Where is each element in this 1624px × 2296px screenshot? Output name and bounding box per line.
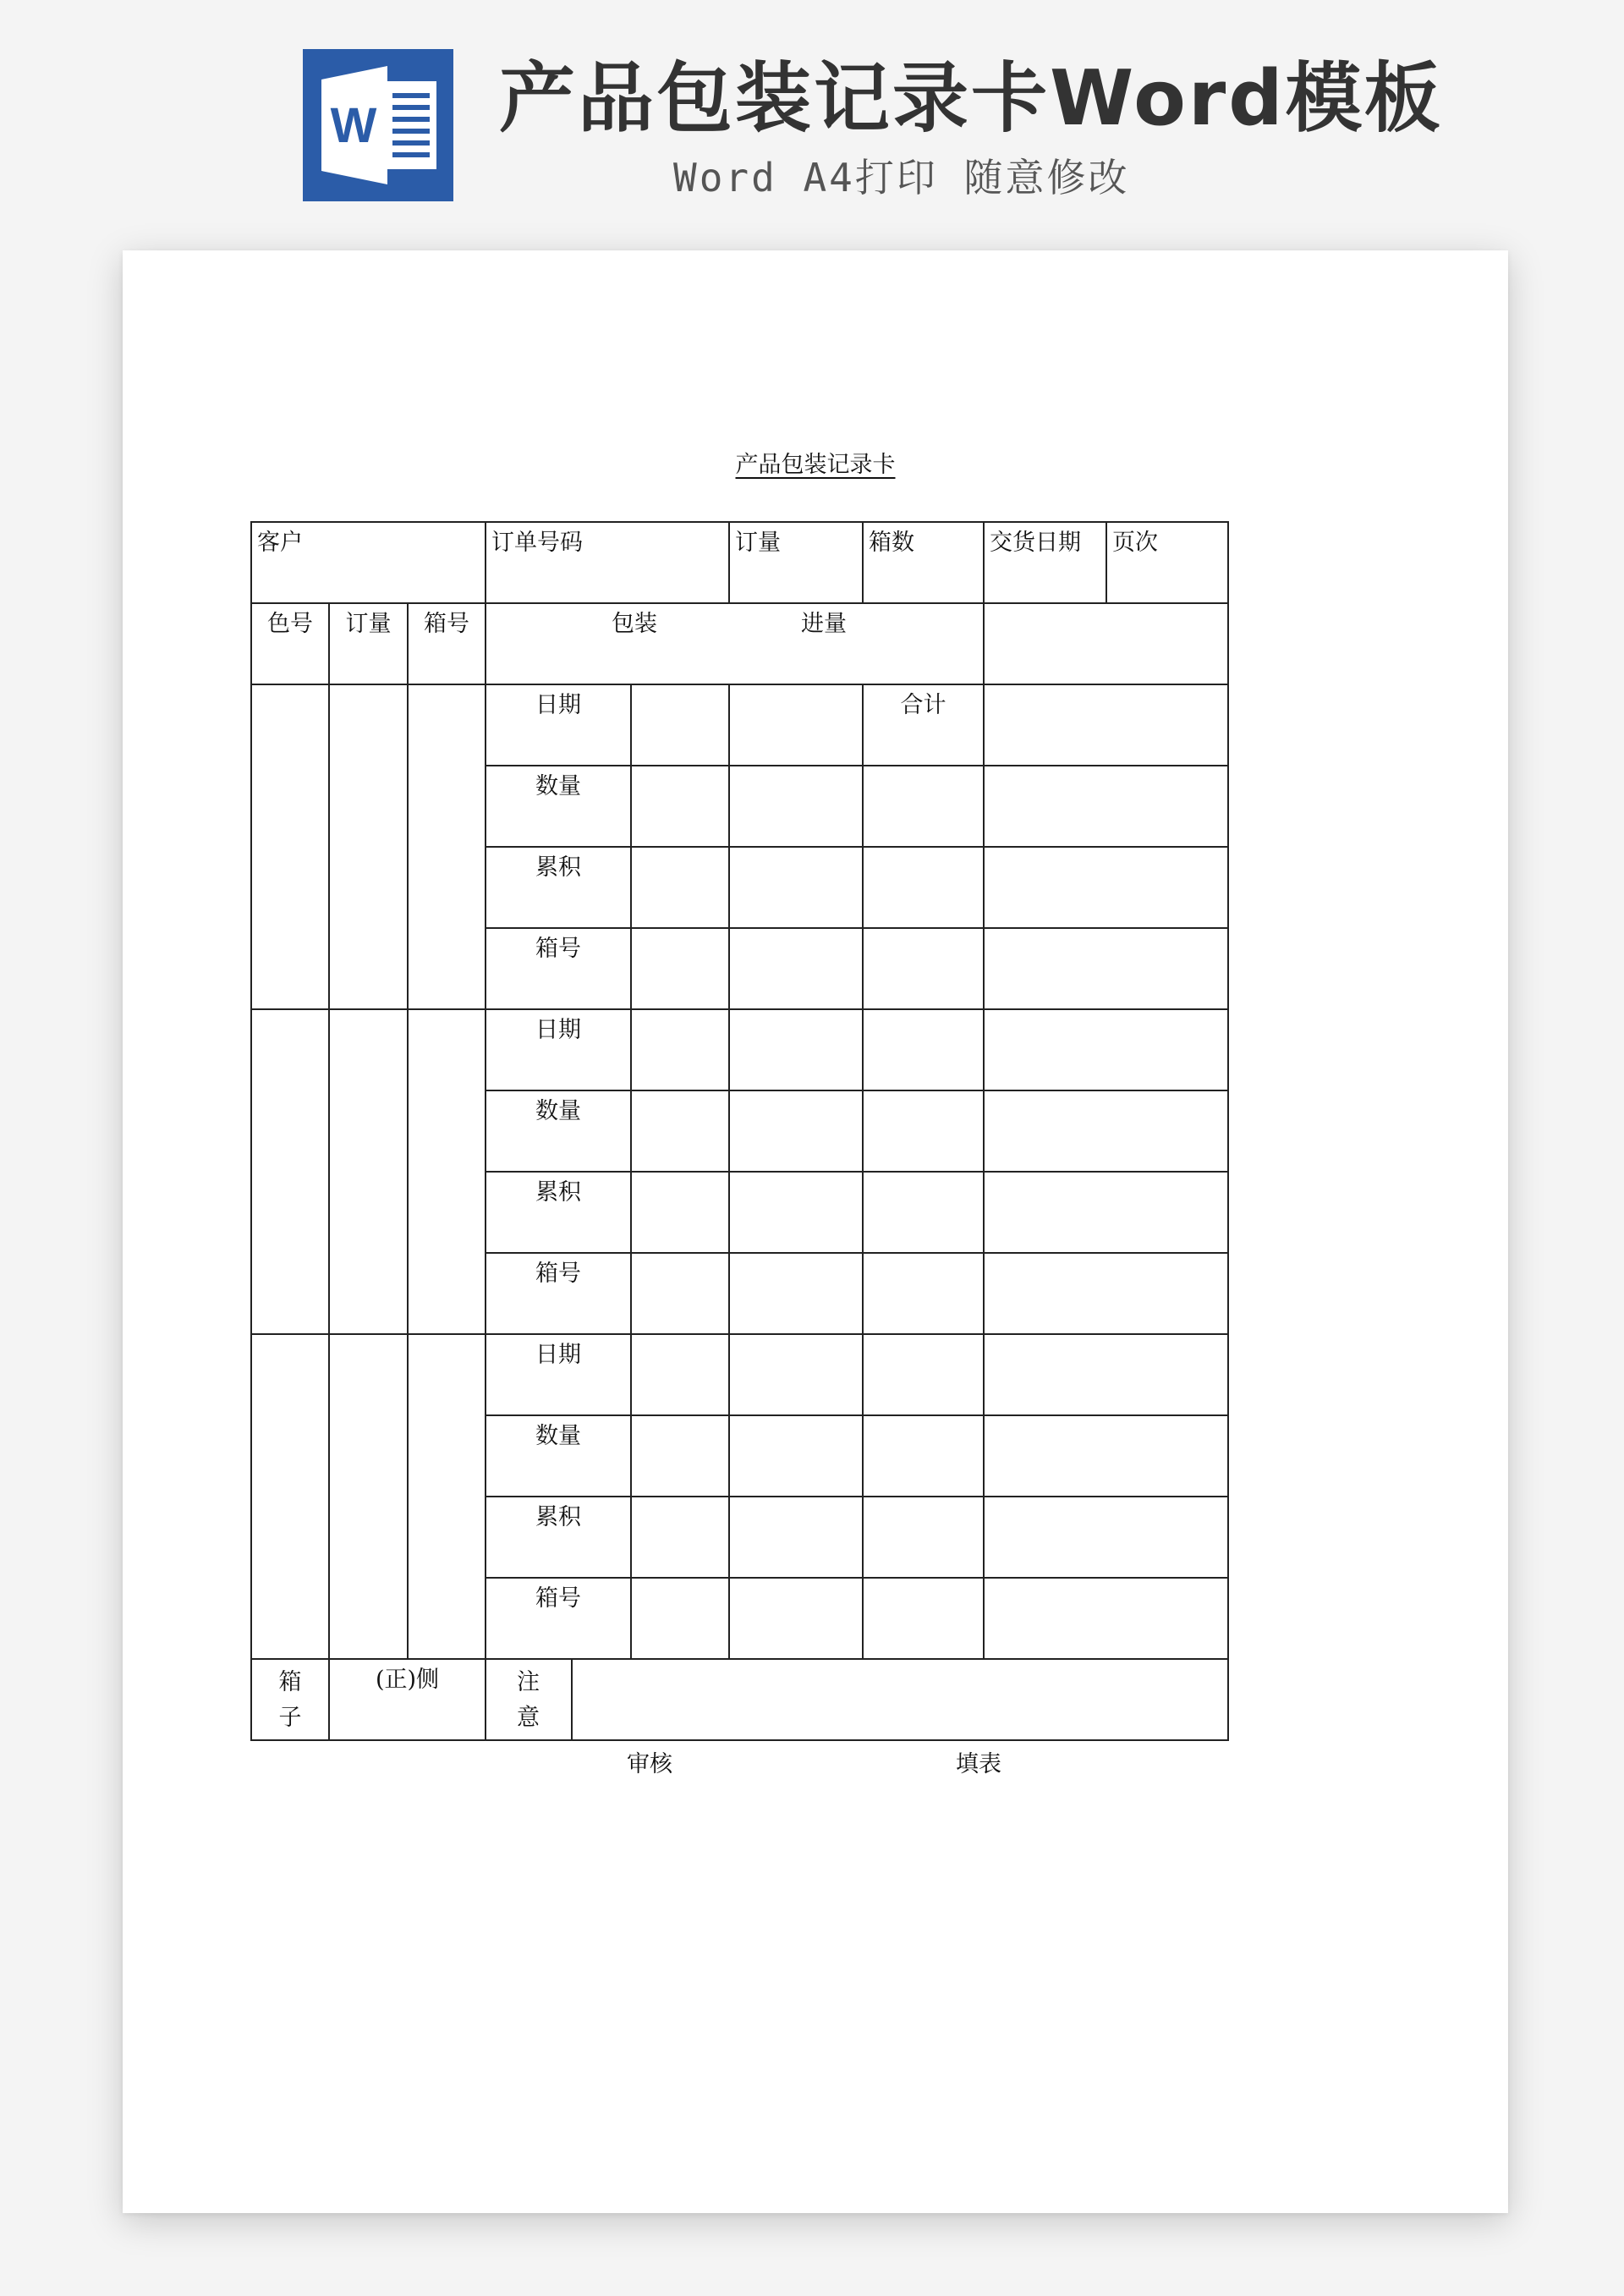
review-label: 审核 bbox=[627, 1751, 672, 1777]
entry-cell[interactable] bbox=[863, 1172, 984, 1253]
entry-cell[interactable] bbox=[631, 847, 729, 928]
row-label-date: 日期 bbox=[486, 1334, 631, 1415]
entry-cell[interactable] bbox=[729, 684, 863, 766]
entry-cell[interactable] bbox=[984, 1090, 1228, 1172]
entry-cell[interactable] bbox=[863, 766, 984, 847]
row-label-box-no: 箱号 bbox=[486, 1253, 631, 1334]
entry-cell[interactable] bbox=[729, 1009, 863, 1090]
page-label[interactable]: 页次 bbox=[1106, 522, 1228, 603]
box-no-cell[interactable] bbox=[408, 1334, 486, 1659]
entry-cell[interactable] bbox=[631, 1334, 729, 1415]
side-label: (正)侧 bbox=[329, 1659, 486, 1740]
total-label: 合计 bbox=[863, 684, 984, 766]
row-label-date: 日期 bbox=[486, 684, 631, 766]
entry-cell[interactable] bbox=[863, 928, 984, 1009]
entry-cell[interactable] bbox=[729, 1578, 863, 1659]
entry-cell[interactable] bbox=[863, 1578, 984, 1659]
word-logo-icon bbox=[303, 49, 453, 201]
entry-cell[interactable] bbox=[631, 1009, 729, 1090]
row-label-date: 日期 bbox=[486, 1009, 631, 1090]
entry-cell[interactable] bbox=[863, 1090, 984, 1172]
row-label-quantity: 数量 bbox=[486, 1415, 631, 1497]
order-qty-cell[interactable] bbox=[329, 1009, 408, 1334]
box-label: 箱 子 bbox=[251, 1659, 329, 1740]
note-field[interactable] bbox=[572, 1659, 1228, 1740]
empty-cell[interactable] bbox=[984, 603, 1228, 684]
order-qty-cell[interactable] bbox=[329, 1334, 408, 1659]
entry-cell[interactable] bbox=[984, 684, 1228, 766]
banner-title: 产品包装记录卡Word模板 bbox=[499, 54, 1443, 143]
entry-cell[interactable] bbox=[729, 1334, 863, 1415]
row-label-quantity: 数量 bbox=[486, 766, 631, 847]
color-no-cell[interactable] bbox=[251, 1334, 329, 1659]
row-label-box-no: 箱号 bbox=[486, 1578, 631, 1659]
document-page bbox=[123, 250, 1508, 2213]
entry-cell[interactable] bbox=[631, 684, 729, 766]
entry-cell[interactable] bbox=[631, 928, 729, 1009]
entry-cell[interactable] bbox=[729, 1415, 863, 1497]
fill-form-label: 填表 bbox=[956, 1751, 1001, 1777]
order-qty-header: 订量 bbox=[329, 603, 408, 684]
entry-cell[interactable] bbox=[984, 1415, 1228, 1497]
entry-cell[interactable] bbox=[729, 1253, 863, 1334]
note-label: 注 意 bbox=[486, 1659, 572, 1740]
banner-subtitle: Word A4打印 随意修改 bbox=[673, 155, 1130, 200]
row-label-cumulative: 累积 bbox=[486, 1497, 631, 1578]
entry-cell[interactable] bbox=[729, 928, 863, 1009]
entry-cell[interactable] bbox=[729, 1090, 863, 1172]
entry-cell[interactable] bbox=[729, 1172, 863, 1253]
footer-row bbox=[251, 1659, 1228, 1740]
box-no-header: 箱号 bbox=[408, 603, 486, 684]
box-no-cell[interactable] bbox=[408, 1009, 486, 1334]
entry-cell[interactable] bbox=[863, 1253, 984, 1334]
svg-text:W: W bbox=[330, 98, 377, 153]
row-label-cumulative: 累积 bbox=[486, 1172, 631, 1253]
entry-cell[interactable] bbox=[631, 1172, 729, 1253]
entry-cell[interactable] bbox=[863, 1497, 984, 1578]
entry-cell[interactable] bbox=[631, 1090, 729, 1172]
entry-cell[interactable] bbox=[863, 1009, 984, 1090]
packing-record-table bbox=[250, 521, 1229, 1741]
entry-cell[interactable] bbox=[984, 766, 1228, 847]
box-count-label[interactable]: 箱数 bbox=[863, 522, 984, 603]
row-label-cumulative: 累积 bbox=[486, 847, 631, 928]
entry-cell[interactable] bbox=[984, 1497, 1228, 1578]
entry-cell[interactable] bbox=[984, 1172, 1228, 1253]
table-row bbox=[251, 1009, 1228, 1090]
entry-cell[interactable] bbox=[631, 1578, 729, 1659]
entry-cell[interactable] bbox=[863, 1334, 984, 1415]
color-no-header: 色号 bbox=[251, 603, 329, 684]
order-qty-label[interactable]: 订量 bbox=[729, 522, 863, 603]
table-row bbox=[251, 684, 1228, 766]
entry-cell[interactable] bbox=[984, 928, 1228, 1009]
entry-cell[interactable] bbox=[863, 847, 984, 928]
entry-cell[interactable] bbox=[984, 847, 1228, 928]
entry-cell[interactable] bbox=[631, 766, 729, 847]
order-qty-cell[interactable] bbox=[329, 684, 408, 1009]
box-no-cell[interactable] bbox=[408, 684, 486, 1009]
row-label-box-no: 箱号 bbox=[486, 928, 631, 1009]
entry-cell[interactable] bbox=[984, 1578, 1228, 1659]
entry-cell[interactable] bbox=[863, 1415, 984, 1497]
entry-cell[interactable] bbox=[984, 1253, 1228, 1334]
packing-progress-header bbox=[486, 603, 984, 684]
row-label-quantity: 数量 bbox=[486, 1090, 631, 1172]
entry-cell[interactable] bbox=[631, 1415, 729, 1497]
customer-label[interactable]: 客户 bbox=[251, 522, 486, 603]
document-title: 产品包装记录卡 bbox=[735, 452, 896, 478]
entry-cell[interactable] bbox=[729, 766, 863, 847]
column-header-row bbox=[251, 603, 1228, 684]
entry-cell[interactable] bbox=[729, 1497, 863, 1578]
table-row bbox=[251, 1334, 1228, 1415]
order-number-label[interactable]: 订单号码 bbox=[486, 522, 729, 603]
entry-cell[interactable] bbox=[984, 1334, 1228, 1415]
progress-label: 进量 bbox=[801, 611, 847, 637]
entry-cell[interactable] bbox=[631, 1253, 729, 1334]
header-row bbox=[251, 522, 1228, 603]
packing-label: 包装 bbox=[612, 611, 657, 637]
entry-cell[interactable] bbox=[984, 1009, 1228, 1090]
color-no-cell[interactable] bbox=[251, 1009, 329, 1334]
entry-cell[interactable] bbox=[631, 1497, 729, 1578]
color-no-cell[interactable] bbox=[251, 684, 329, 1009]
entry-cell[interactable] bbox=[729, 847, 863, 928]
delivery-date-label[interactable]: 交货日期 bbox=[984, 522, 1106, 603]
